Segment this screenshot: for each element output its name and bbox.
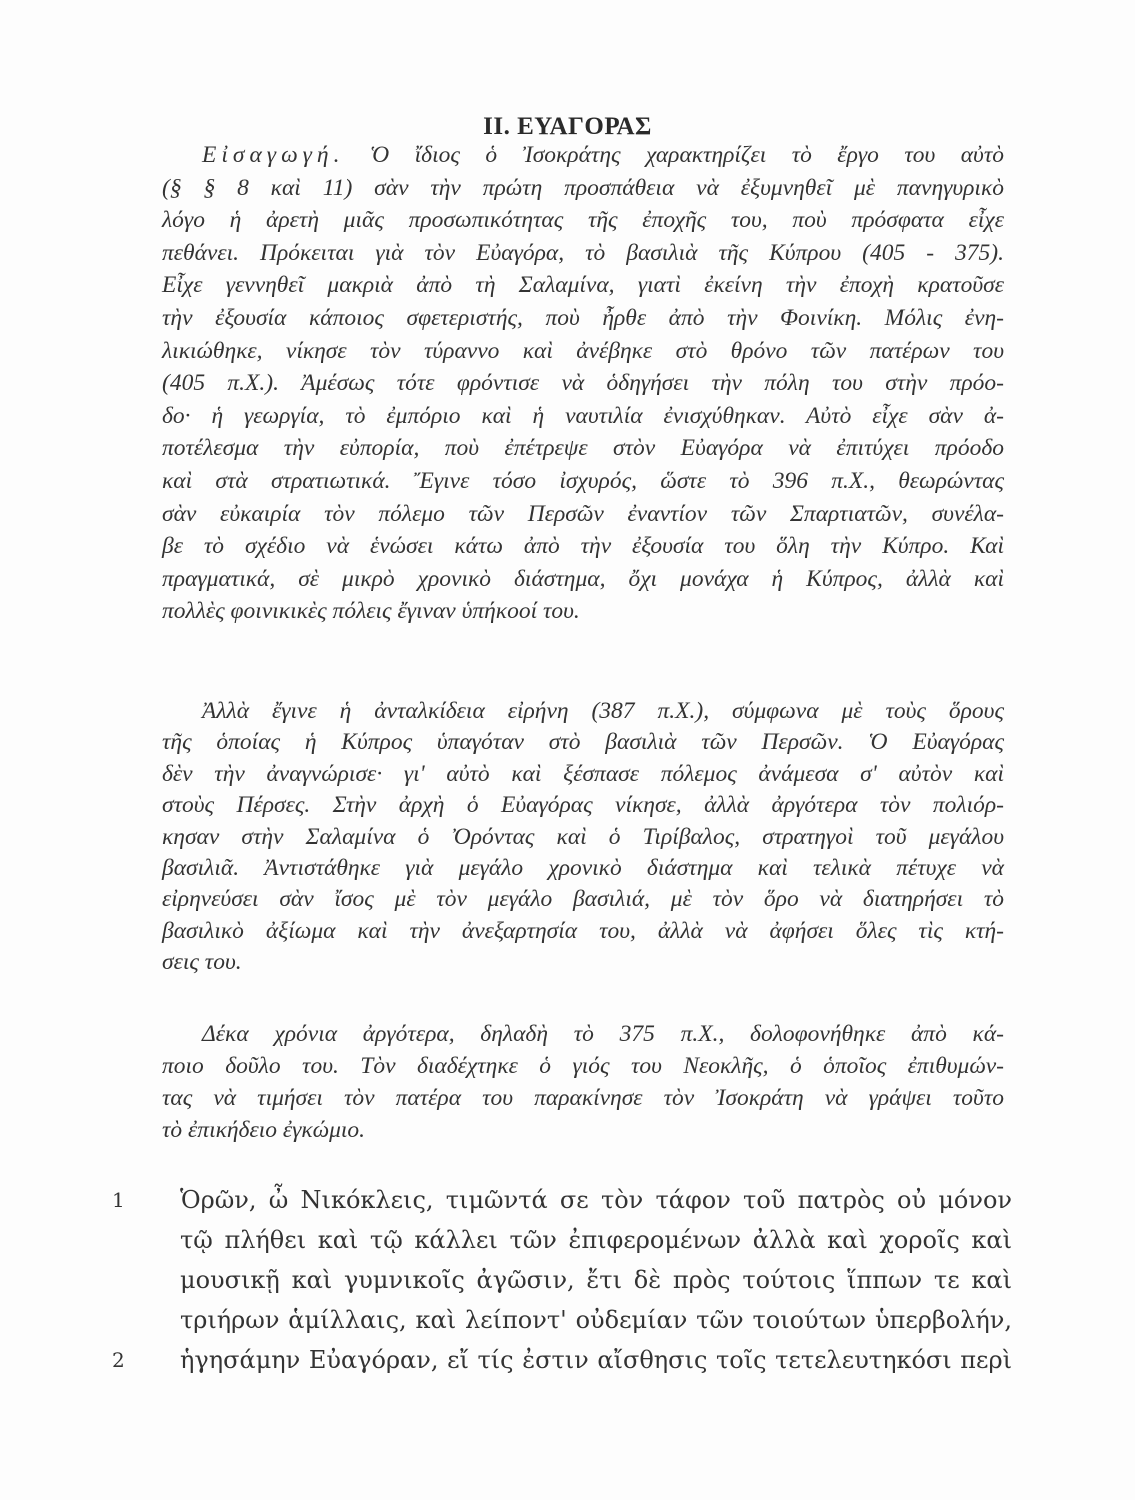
text-line: δὲν τὴν ἀναγνώρισε· γι' αὐτὸ καὶ ξέσπασε πόλεμος ἀνάμεσα σ' αὐτὸν καὶ [162,760,1004,787]
ancient-greek-text [112,1180,1012,1380]
text-line: τῆς ὁποίας ἡ Κύπρος ὑπαγόταν στὸ βασιλιὰ τῶν Περσῶν. Ὁ Εὐαγόρας [162,729,1004,756]
verse-line: μουσικῇ καὶ γυμνικοῖς ἀγῶσιν, ἔτι δὲ πρὸς τούτοις ἵππων τε καὶ [112,1260,1012,1300]
text-line: (405 π.Χ.). Ἀμέσως τότε φρόντισε νὰ ὁδηγήσει τὴν πόλη του στὴν πρόο- [162,370,1004,397]
text-line: τὴν ἐξουσία κάποιος σφετεριστής, ποὺ ἦρθε ἀπὸ τὴν Φοινίκη. Μόλις ἐνη- [162,304,1004,331]
text-line: ποτέλεσμα τὴν εὐπορία, ποὺ ἐπέτρεψε στὸν Εὐαγόρα νὰ ἐπιτύχει πρόοδο [162,435,1004,462]
text-line: βασιλιᾶ. Ἀντιστάθηκε γιὰ μεγάλο χρονικὸ διάστημα καὶ τελικὰ πέτυχε νὰ [162,854,1004,881]
text-line: στοὺς Πέρσες. Στὴν ἀρχὴ ὁ Εὐαγόρας νίκησε, ἀλλὰ ἀργότερα τὸν πολιόρ- [162,792,1004,819]
section-number: 2 [112,1348,125,1372]
text-line: κησαν στὴν Σαλαμίνα ὁ Ὀρόντας καὶ ὁ Τιρίβαλος, στρατηγοὶ τοῦ μεγάλου [162,823,1004,850]
verse-line: 2 ἡγησάμην Εὐαγόραν, εἴ τίς ἐστιν αἴσθησις τοῖς τετελευτηκόσι περὶ [112,1340,1012,1380]
verse-line: τῷ πλήθει καὶ τῷ κάλλει τῶν ἐπιφερομένων ἀλλὰ καὶ χοροῖς καὶ [112,1220,1012,1260]
text-line: πολλὲς φοινικικὲς πόλεις ἔγιναν ὑπήκοοί του. [162,598,580,625]
text-line: Δέκα χρόνια ἀργότερα, δηλαδὴ τὸ 375 π.Χ., δολοφονήθηκε ἀπὸ κά- [202,1021,1004,1047]
text-line: σεις του. [162,949,242,976]
text-line: βε τὸ σχέδιο νὰ ἑνώσει κάτω ἀπὸ τὴν ἐξουσία του ὅλη τὴν Κύπρο. Καὶ [162,533,1004,560]
introduction-label: Εἰσαγωγή. [202,142,345,168]
text-line: εἰρηνεύσει σὰν ἴσος μὲ τὸν μεγάλο βασιλιά, μὲ τὸν ὅρο νὰ διατηρήσει τὸ [162,886,1004,913]
verse-line: τριήρων ἁμίλλαις, καὶ λείποντ' οὐδεμίαν τῶν τοιούτων ὑπερβολήν, [112,1300,1012,1340]
text-line: πραγματικά, σὲ μικρὸ χρονικὸ διάστημα, ὄχι μονάχα ἡ Κύπρος, ἀλλὰ καὶ [162,565,1004,592]
text-line: Εἶχε γεννηθεῖ μακριὰ ἀπὸ τὴ Σαλαμίνα, γιατὶ ἐκείνη τὴν ἐποχὴ κρατοῦσε [162,272,1004,299]
introduction-paragraph-2 [162,696,1004,979]
text-line: τας νὰ τιμήσει τὸν πατέρα του παρακίνησε τὸν Ἰσοκράτη νὰ γράψει τοῦτο [162,1085,1004,1111]
section-number: 1 [112,1188,125,1212]
text-line: λικιώθηκε, νίκησε τὸν τύραννο καὶ ἀνέβηκε στὸ θρόνο τῶν πατέρων του [162,337,1004,364]
text-line: σὰν εὐκαιρία τὸν πόλεμο τῶν Περσῶν ἐναντίον τῶν Σπαρτιατῶν, συνέλα- [162,500,1004,527]
introduction-paragraph-1 [162,139,1004,628]
text-line: καὶ στὰ στρατιωτικά. Ἔγινε τόσο ἰσχυρός, ὥστε τὸ 396 π.Χ., θεωρώντας [162,467,1004,494]
section-number [112,1220,180,1260]
text-line: (§ § 8 καὶ 11) σὰν τὴν πρώτη προσπάθεια νὰ ἐξυμνηθεῖ μὲ πανηγυρικὸ [162,174,1004,201]
text-line: βασιλικὸ ἀξίωμα καὶ τὴν ἀνεξαρτησία του, ἀλλὰ νὰ ἀφήσει ὅλες τὶς κτή- [162,917,1004,944]
section-number [112,1260,180,1300]
text-line: τὸ ἐπικήδειο ἐγκώμιο. [162,1117,366,1143]
text-line: πεθάνει. Πρόκειται γιὰ τὸν Εὐαγόρα, τὸ βασιλιὰ τῆς Κύπρου (405 - 375). [162,239,1004,266]
text-line: ποιο δοῦλο του. Τὸν διαδέχτηκε ὁ γιός του Νεοκλῆς, ὁ ὁποῖος ἐπιθυμών- [162,1053,1004,1079]
text-line: δο· ἡ γεωργία, τὸ ἐμπόριο καὶ ἡ ναυτιλία ἐνισχύθηκαν. Αὐτὸ εἶχε σὰν ἀ- [162,402,1004,429]
chapter-heading: II. ΕΥΑΓΟΡΑΣ [483,113,652,140]
verse-line: 1 Ὁρῶν, ὦ Νικόκλεις, τιμῶντά σε τὸν τάφον τοῦ πατρὸς οὐ μόνον [112,1180,1012,1220]
section-number [112,1300,180,1340]
introduction-paragraph-3 [162,1018,1004,1146]
text-line: λόγο ἡ ἀρετὴ μιᾶς προσωπικότητας τῆς ἐποχῆς του, ποὺ πρόσφατα εἶχε [162,207,1004,234]
text-line: Εἰσαγωγή. Ὁ ἴδιος ὁ Ἰσοκράτης χαρακτηρίζει τὸ ἔργο του αὐτὸ [202,142,1004,168]
text-line: Ἀλλὰ ἔγινε ἡ ἀνταλκίδεια εἰρήνη (387 π.Χ.), σύμφωνα μὲ τοὺς ὅρους [202,698,1004,724]
